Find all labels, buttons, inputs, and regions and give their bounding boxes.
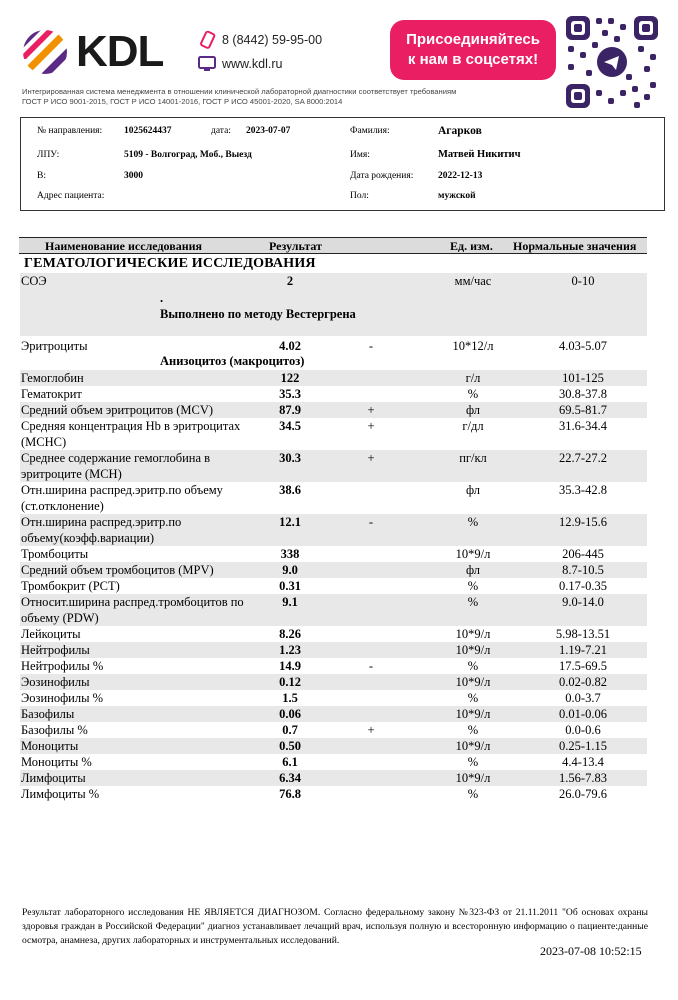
test-unit: %: [467, 723, 479, 737]
test-name: Базофилы: [21, 707, 75, 721]
table-row: [20, 594, 647, 626]
test-norm: 5.98-13.51: [555, 627, 611, 641]
cert-line-1: Интегрированная система менеджмента в отношении клинической лабораторной диагностики соответствует требованиям: [22, 87, 457, 96]
test-unit: 10*9/л: [455, 643, 491, 657]
test-norm: 206-445: [562, 547, 604, 561]
test-norm: 0.0-0.6: [565, 723, 601, 737]
surname-value: Агарков: [438, 125, 482, 137]
test-name: Эозинофилы: [21, 675, 90, 689]
test-unit: 10*9/л: [455, 627, 491, 641]
test-value: 9.1: [282, 595, 298, 609]
test-norm: 1.19-7.21: [559, 643, 607, 657]
table-row: [20, 514, 647, 546]
test-name: Среднее содержание гемоглобина в эритроците (MCH): [21, 451, 211, 481]
test-value: 122: [280, 371, 300, 385]
soe-note-dot: .: [160, 291, 164, 305]
test-unit: %: [467, 387, 479, 401]
test-name: Моноциты: [21, 739, 79, 753]
test-name: Моноциты %: [21, 755, 92, 769]
test-name: Гемоглобин: [21, 371, 84, 385]
birth-label: Дата рождения:: [350, 171, 414, 181]
test-norm: 4.4-13.4: [562, 755, 604, 769]
table-row: [20, 706, 647, 722]
test-name: Базофилы %: [21, 723, 88, 737]
monitor-icon: [198, 55, 216, 73]
lpu-value: 5109 - Волгоград, Моб., Выезд: [124, 150, 252, 160]
test-value: 1.5: [282, 691, 298, 705]
test-flag: -: [368, 659, 374, 673]
test-unit: %: [467, 755, 479, 769]
test-norm: 22.7-27.2: [559, 451, 607, 465]
sex-value: мужской: [438, 191, 476, 201]
date-value: 2023-07-07: [246, 126, 291, 136]
birth-value: 2022-12-13: [438, 171, 483, 181]
test-norm: 0-10: [571, 274, 595, 288]
test-unit: фл: [465, 403, 481, 417]
test-name: СОЭ: [21, 274, 47, 288]
test-norm: 0.25-1.15: [559, 739, 607, 753]
test-norm: 12.9-15.6: [559, 515, 607, 529]
test-unit: 10*9/л: [455, 547, 491, 561]
social-promo-banner[interactable]: [390, 20, 556, 80]
table-row: [20, 754, 647, 770]
kdl-logo: [22, 24, 163, 80]
test-value: 338: [280, 547, 300, 561]
test-flag: +: [367, 419, 375, 433]
disclaimer-text: Результат лабораторного исследования НЕ ЯВЛЯЕТСЯ ДИАГНОЗОМ. Согласно федеральному закону №323-ФЗ от 21.11.2011 "Об основах охраны здоровья граждан в Российской Федерации" диагноз устанавливает лечащий врач, используя полную и всесторонную информацию о пациенте:данные осмотра, анамнеза, других лабораторных и инструментальных исследований.: [22, 907, 648, 946]
lpu-label: ЛПУ:: [37, 150, 60, 160]
test-unit: пг/кл: [459, 451, 487, 465]
test-value: 14.9: [279, 659, 301, 673]
test-unit: 10*9/л: [455, 771, 491, 785]
table-row: [20, 450, 647, 482]
test-value: 0.12: [279, 675, 301, 689]
test-value: 34.5: [279, 419, 301, 433]
test-flag: +: [367, 451, 375, 465]
test-name: Нейтрофилы %: [21, 659, 104, 673]
table-row: [20, 370, 647, 386]
test-value: 6.34: [279, 771, 301, 785]
test-norm: 8.7-10.5: [562, 563, 604, 577]
promo-line-2: к нам в соцсетях!: [407, 51, 539, 68]
test-norm: 31.6-34.4: [559, 419, 607, 433]
test-value: 0.06: [279, 707, 301, 721]
test-value: 8.26: [279, 627, 301, 641]
test-value: 87.9: [279, 403, 301, 417]
date-label: дата:: [211, 126, 231, 136]
col-header-name: Наименование исследования: [45, 239, 203, 253]
test-value: 6.1: [282, 755, 298, 769]
test-norm: 0.0-3.7: [565, 691, 601, 705]
test-name: Эритроциты: [21, 339, 88, 353]
phone-icon: [198, 31, 216, 49]
v-label: В:: [37, 171, 46, 181]
table-row: [20, 722, 647, 738]
results-table: [20, 273, 647, 802]
test-unit: фл: [465, 563, 481, 577]
test-unit: г/дл: [462, 419, 484, 433]
col-header-norm: Нормальные значения: [513, 239, 637, 253]
table-row: [20, 482, 647, 514]
test-unit: %: [467, 595, 479, 609]
test-unit: 10*9/л: [455, 707, 491, 721]
test-value: 9.0: [282, 563, 298, 577]
test-norm: 0.01-0.06: [559, 707, 607, 721]
website-link[interactable]: www.kdl.ru: [222, 57, 283, 71]
address-label: Адрес пациента:: [37, 191, 105, 201]
test-unit: 10*9/л: [455, 739, 491, 753]
table-row: [20, 418, 647, 450]
kdl-logo-icon: [22, 29, 68, 75]
test-unit: %: [467, 787, 479, 801]
test-unit: 10*12/л: [452, 339, 494, 353]
col-header-unit: Ед. изм.: [450, 239, 493, 253]
table-row: [20, 626, 647, 642]
phone-row: [198, 28, 322, 52]
direction-label: № направления:: [37, 126, 103, 136]
table-row: [20, 642, 647, 658]
test-value: 0.50: [279, 739, 301, 753]
test-norm: 0.17-0.35: [559, 579, 607, 593]
test-flag: -: [368, 515, 374, 529]
test-norm: 35.3-42.8: [559, 483, 607, 497]
v-value: 3000: [124, 171, 143, 181]
test-name: Тромбокрит (PCT): [21, 579, 120, 593]
test-value: 0.7: [282, 723, 298, 737]
table-row: [20, 578, 647, 594]
test-norm: 26.0-79.6: [559, 787, 607, 801]
table-row: [20, 738, 647, 754]
certification-note: [22, 87, 562, 107]
test-norm: 1.56-7.83: [559, 771, 607, 785]
test-name: Нейтрофилы: [21, 643, 90, 657]
table-row: [20, 402, 647, 418]
table-row: [20, 273, 647, 336]
test-norm: 4.03-5.07: [559, 339, 607, 353]
section-title: ГЕМАТОЛОГИЧЕСКИЕ ИССЛЕДОВАНИЯ: [24, 256, 316, 271]
test-unit: мм/час: [454, 274, 492, 288]
test-unit: %: [467, 515, 479, 529]
test-unit: 10*9/л: [455, 675, 491, 689]
test-name: Тромбоциты: [21, 547, 89, 561]
qr-code[interactable]: [564, 14, 660, 110]
logo-text: KDL: [76, 27, 164, 76]
test-name: Лейкоциты: [21, 627, 81, 641]
test-value: 38.6: [279, 483, 301, 497]
test-name: Средняя концентрация Hb в эритроцитах (MCHC): [21, 419, 241, 449]
test-name: Отн.ширина распред.эритр.по объему(коэфф.вариации): [21, 515, 182, 545]
test-value: 2: [286, 274, 294, 288]
name-value: Матвей Никитич: [438, 149, 521, 160]
test-unit: %: [467, 691, 479, 705]
test-unit: %: [467, 659, 479, 673]
table-row: [20, 562, 647, 578]
test-name: Эозинофилы %: [21, 691, 104, 705]
table-row: [20, 690, 647, 706]
test-name: Отн.ширина распред.эритр.по объему (ст.отклонение): [21, 483, 223, 513]
test-unit: %: [467, 579, 479, 593]
test-norm: 9.0-14.0: [562, 595, 604, 609]
test-norm: 17.5-69.5: [559, 659, 607, 673]
test-value: 12.1: [279, 515, 301, 529]
test-flag: +: [367, 403, 375, 417]
surname-label: Фамилия:: [350, 126, 390, 136]
test-name: Лимфоциты: [21, 771, 86, 785]
test-unit: г/л: [465, 371, 481, 385]
website-row: [198, 52, 322, 76]
test-name: Средний объем эритроцитов (MCV): [21, 403, 214, 417]
promo-line-1: Присоединяйтесь: [406, 31, 540, 48]
test-value: 35.3: [279, 387, 301, 401]
test-flag: +: [367, 723, 375, 737]
col-header-result: Результат: [269, 239, 323, 253]
test-name: Относит.ширина распред.тромбоцитов по объему (PDW): [21, 595, 244, 625]
test-name: Лимфоциты %: [21, 787, 100, 801]
test-flag: -: [368, 339, 374, 353]
table-row: [20, 386, 647, 402]
name-label: Имя:: [350, 150, 370, 160]
test-value: 1.23: [279, 643, 301, 657]
table-row: [20, 786, 647, 802]
table-row: [20, 546, 647, 562]
patient-info-box: [20, 117, 665, 211]
table-row: [20, 336, 647, 370]
phone-number[interactable]: 8 (8442) 59-95-00: [222, 33, 323, 47]
test-norm: 69.5-81.7: [559, 403, 607, 417]
table-row: [20, 674, 647, 690]
test-norm: 0.02-0.82: [559, 675, 607, 689]
contacts-block: [198, 28, 322, 76]
test-norm: 101-125: [562, 371, 604, 385]
table-row: [20, 658, 647, 674]
soe-method-note: Выполнено по методу Вестергрена: [160, 307, 356, 321]
table-row: [20, 770, 647, 786]
test-norm: 30.8-37.8: [559, 387, 607, 401]
rbc-note: Анизоцитоз (макроцитоз): [160, 354, 305, 368]
cert-line-2: ГОСТ Р ИСО 9001-2015, ГОСТ Р ИСО 14001-2016, ГОСТ Р ИСО 45001-2020, SA 8000:2014: [22, 97, 343, 106]
print-timestamp: 2023-07-08 10:52:15: [540, 944, 642, 958]
test-value: 30.3: [279, 451, 301, 465]
test-value: 76.8: [279, 787, 301, 801]
test-name: Гематокрит: [21, 387, 82, 401]
test-value: 4.02: [279, 339, 301, 353]
direction-value: 1025624437: [124, 126, 172, 136]
sex-label: Пол:: [350, 191, 369, 201]
test-value: 0.31: [279, 579, 301, 593]
results-table-header: [19, 237, 647, 254]
test-name: Средний объем тромбоцитов (MPV): [21, 563, 214, 577]
test-unit: фл: [465, 483, 481, 497]
